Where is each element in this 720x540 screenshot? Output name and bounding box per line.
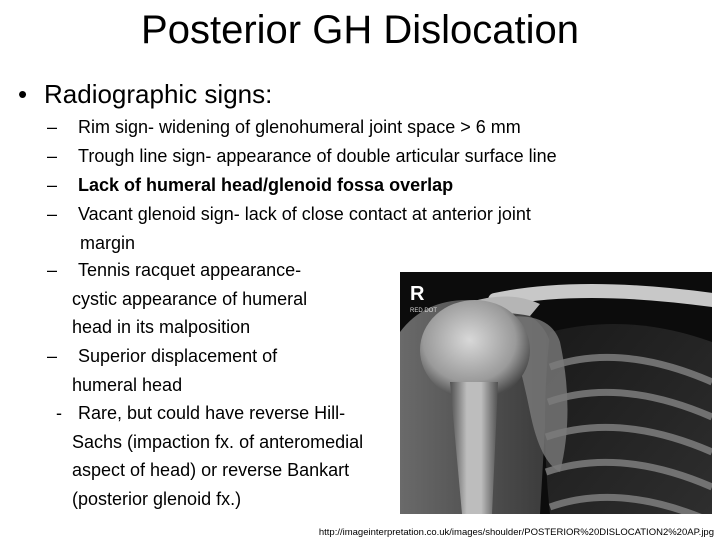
sub-bullet-marker: – <box>47 175 58 195</box>
main-bullet <box>18 78 272 110</box>
sub-bullet-marker: – <box>47 117 58 137</box>
sub-bullet-line: Rare, but could have reverse Hill- <box>78 403 346 423</box>
main-bullet-text: Radiographic signs: <box>44 79 273 109</box>
sub-bullet-line: Rim sign- widening of glenohumeral joint space > 6 mm <box>78 117 521 137</box>
sub-bullet-marker: – <box>47 346 58 366</box>
sub-bullet-marker: – <box>47 204 58 224</box>
marker-caption: RED DOT <box>410 308 437 314</box>
bullet-marker: • <box>18 79 28 109</box>
sub-bullet-line: Sachs (impaction fx. of anteromedial <box>72 431 364 452</box>
shoulder-xray-image <box>400 272 712 514</box>
sub-bullet-marker: – <box>47 146 58 166</box>
side-marker-r: R <box>410 283 425 305</box>
slide-title: Posterior GH Dislocation <box>141 8 579 52</box>
sub-bullet-line: Vacant glenoid sign- lack of close contact at anterior joint <box>78 204 531 224</box>
sub-bullet-line: (posterior glenoid fx.) <box>72 488 242 509</box>
sub-bullet-marker: – <box>47 260 58 280</box>
sub-bullet-line: humeral head <box>72 374 183 395</box>
sub-bullet-marker: - <box>56 403 62 423</box>
sub-bullet-line: head in its malposition <box>72 317 251 338</box>
sub-bullet-line: margin <box>80 232 136 253</box>
sub-bullet-line: aspect of head) or reverse Bankart <box>72 460 350 481</box>
image-source-url: http://imageinterpretation.co.uk/images/shoulder/POSTERIOR%20DISLOCATION2%20AP.jpg <box>318 527 714 538</box>
sub-bullet-line: Superior displacement of <box>78 346 278 366</box>
sub-bullet-line: cystic appearance of humeral <box>72 288 308 309</box>
sub-bullet-line: Lack of humeral head/glenoid fossa overlap <box>78 175 454 195</box>
sub-bullet-line: Tennis racquet appearance- <box>78 260 302 280</box>
sub-bullet-line: Trough line sign- appearance of double articular surface line <box>78 146 557 166</box>
